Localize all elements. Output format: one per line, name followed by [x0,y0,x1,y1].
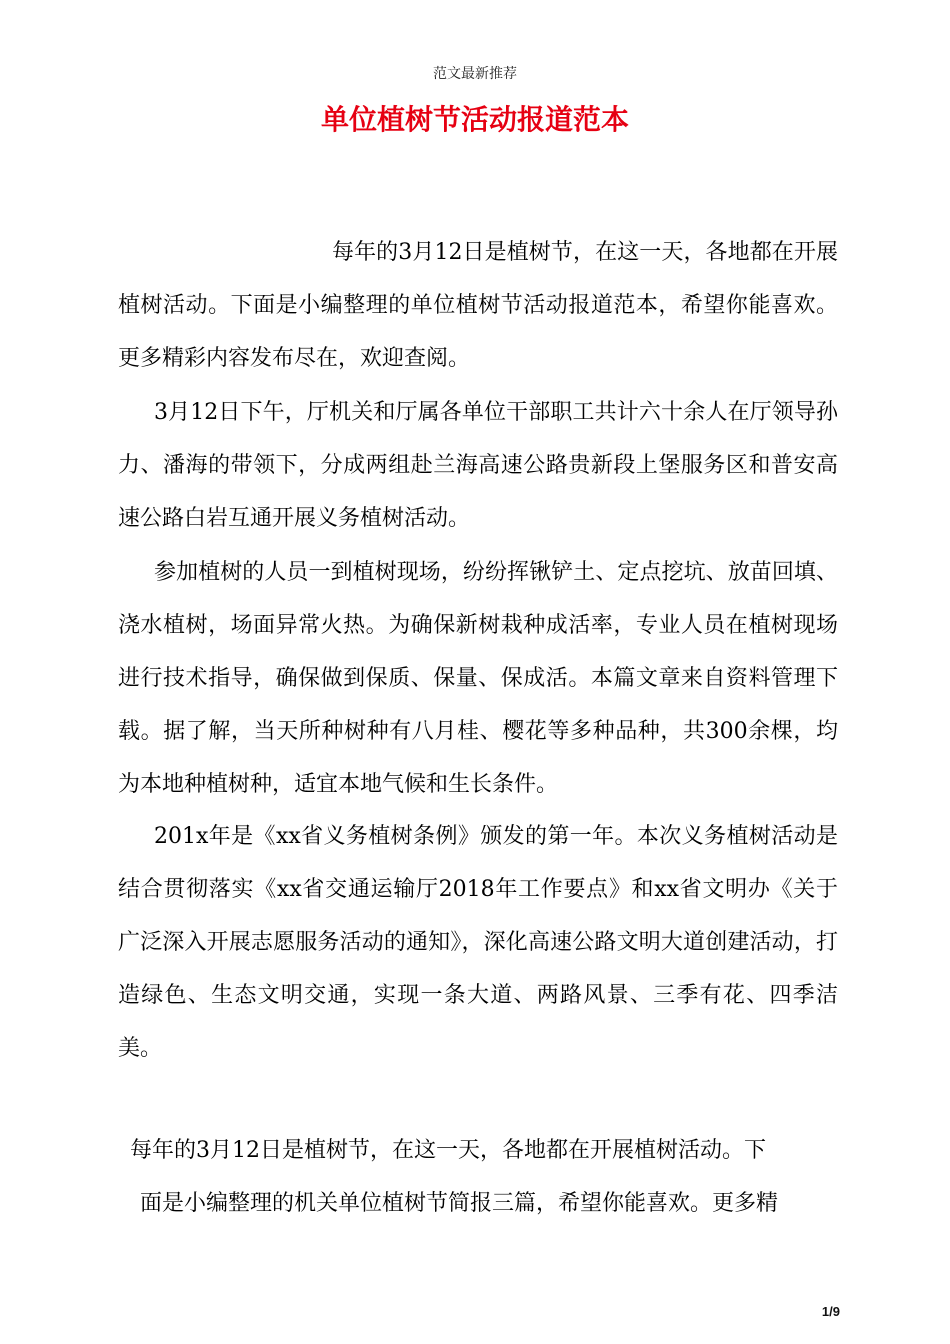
closing-line-2: 面是小编整理的机关单位植树节简报三篇，希望你能喜欢。更多精 [140,1191,779,1216]
document-title: 单位植树节活动报道范本 [320,103,629,136]
closing-line-1: 每年的3月12日是植树节，在这一天，各地都在开展植树活动。下 [130,1138,766,1163]
paragraph-closing [130,1124,830,1230]
paragraph-intro: 每年的3月12日是植树节，在这一天，各地都在开展植树活动。下面是小编整理的单位植树节活动报道范本，希望你能喜欢。更多精彩内容发布尽在，欢迎查阅。 [118,240,838,371]
paragraph-planting: 参加植树的人员一到植树现场，纷纷挥锹铲土、定点挖坑、放苗回填、浇水植树，场面异常火热。为确保新树栽种成活率，专业人员在植树现场进行技术指导，确保做到保质、保量、保成活。本篇文章来自资料管理下载。据了解，当天所种树种有八月桂、樱花等多种品种，共300余棵，均为本地种植树种，适宜本地气候和生长条件。 [118,560,838,797]
paragraph-event: 3月12日下午，厅机关和厅属各单位干部职工共计六十余人在厅领导孙力、潘海的带领下，分成两组赴兰海高速公路贵新段上堡服务区和普安高速公路白岩互通开展义务植树活动。 [118,400,838,531]
page-number: 1/9 [821,1304,840,1319]
paragraph-regulation: 201x年是《xx省义务植树条例》颁发的第一年。本次义务植树活动是结合贯彻落实《xx省交通运输厅2018年工作要点》和xx省文明办《关于广泛深入开展志愿服务活动的通知》，深化高速公路文明大道创建活动，打造绿色、生态文明交通，实现一条大道、两路风景、三季有花、四季洁美。 [118,824,838,1061]
page-header: 范文最新推荐 [433,66,517,82]
